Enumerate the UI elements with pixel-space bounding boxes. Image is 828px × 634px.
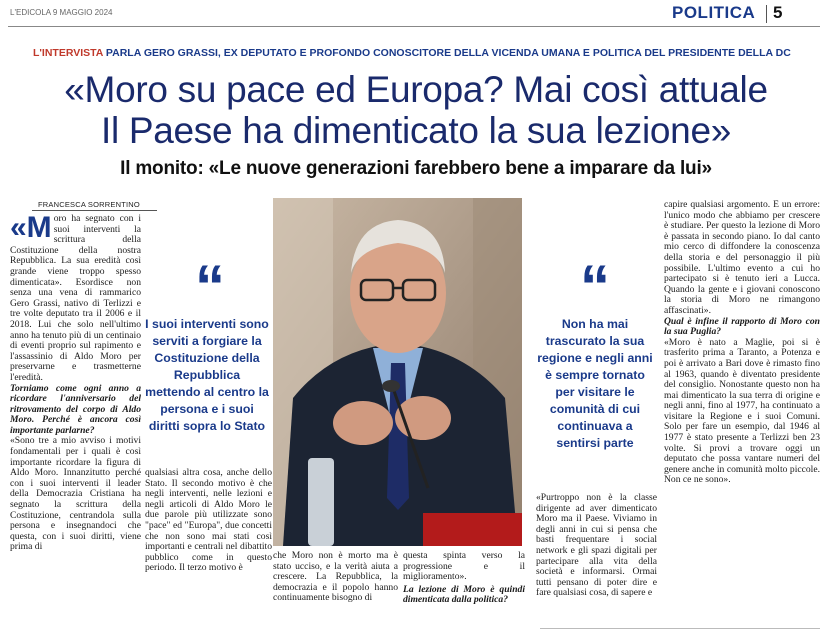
- kicker-label: L'INTERVISTA: [33, 47, 103, 59]
- pull-quote-left: I suoi interventi sono serviti a forgiare la Costituzione della Repubblica mettendo al centro la persona e i suoi diritti sopra lo Stato: [145, 317, 269, 433]
- paragraph: capire qualsiasi argomento. È un errore: l'unico modo che abbiamo per crescere è studiare. Per questo la lezione di Moro è passata in secondo piano. Io dal canto mio cerco di diffondere la conoscenza della storia e del personaggio il più possibile. L'ultimo evento a cui ho partecipato si è tenuto ieri a Lucca. Quando la gente e i giovani conoscono la storia di Moro ne rimangono affascinati».: [664, 200, 820, 316]
- header-divider: [766, 5, 767, 23]
- portrait-illustration: [273, 198, 522, 546]
- quote-mark-icon: “: [580, 253, 610, 320]
- kicker: [33, 47, 791, 59]
- section-title: POLITICA: [672, 3, 756, 22]
- bottom-rule: [540, 628, 820, 629]
- article-column-1: [10, 214, 141, 632]
- interview-question: Qual è infine il rapporto di Moro con la sua Puglia?: [664, 315, 820, 338]
- article-column-5: [536, 493, 657, 632]
- paragraph: qualsiasi altra cosa, anche dello Stato. Il secondo motivo è che negli interventi, nelle lezioni e negli articoli di Aldo Moro le due parole più utilizzate sono "pace" ed "Europa", due concetti che non sono mai stati così importanti e centrali nel dibattito pubblico come in questo periodo. Il terzo motivo è: [145, 468, 272, 574]
- article-column-3: [273, 551, 398, 632]
- drop-cap: «M: [10, 214, 52, 244]
- headline-line-2: Il Paese ha dimenticato la sua lezione»: [100, 110, 732, 151]
- article-column-4: [403, 551, 525, 632]
- paragraph: «Sono tre a mio avviso i motivi fondamentali per i quali è così importante ricordare la figura di Aldo Moro. Innanzitutto perché con i suoi interventi il leader della Democrazia Cristiana ha segnato la scrittura della Costituzione, centrandola sulla persona e insegnandoci che questa, con i suoi diritti, viene prima di: [10, 435, 141, 553]
- subheadline: Il monito: «Le nuove generazioni farebbero bene a imparare da lui»: [120, 158, 712, 179]
- paragraph: «Purtroppo non è la classe dirigente ad aver dimenticato Moro ma il Paese. Viviamo in degli anni in cui si pensa che basti frequentare i social network e gli spazi digitali per partecipare alla vita della società e informarsi. Ormai tutti pensano di poter dire e fare qualsiasi cosa, di sapere e: [536, 493, 657, 599]
- interview-question: La lezione di Moro è quindi dimenticata dalla politica?: [403, 583, 525, 606]
- interview-question: Torniamo come ogni anno a ricordare l'anniversario del ritrovamento del corpo di Aldo Moro. Perché è ancora così importante parlarne?: [10, 382, 141, 436]
- paragraph: che Moro non è morto ma è stato ucciso, e la verità aiuta a crescere. La Repubblica, la democrazia e il popolo hanno continuamente bisogno di: [273, 551, 398, 604]
- headline-line-1: «Moro su pace ed Europa? Mai così attuale: [64, 69, 768, 110]
- page-number: 5: [773, 3, 783, 22]
- header-rule: [8, 26, 820, 27]
- publication-date: L'EDICOLA 9 MAGGIO 2024: [10, 8, 113, 17]
- quote-mark-icon: “: [195, 253, 225, 320]
- paragraph: oro ha segnato con i suoi interventi la scrittura della Costituzione della nostra Repubblica. La sua eredità così grande viene troppo spesso dimenticata». Esordisce non senza una vena di rammarico Gero Grassi, nativo di Terlizzi e tre volte deputato tra il 2006 e il 2018. Lui che solo nell'ultimo anno ha tenuto più di un centinaio di eventi proprio sul rapimento e l'assassinio di Aldo Moro per preservarne e trasmetterne l'eredità.: [10, 214, 141, 383]
- article-column-6: [664, 200, 820, 628]
- pull-quote-right: Non ha mai trascurato la sua regione e negli anni è sempre tornato per visitare le comunità di cui continuava a sentirsi parte: [537, 317, 653, 450]
- paragraph: «Moro è nato a Maglie, poi si è trasferito prima a Taranto, a Potenza e poi è arrivato a Bari dove è rimasto fino al 1963, quando è diventato presidente del consiglio. Nonostante questo non ha mai dimenticato la sua terra di origine e negli anni, fino al 1977, ha continuato a visitare la Regione e i suoi Comuni. Solo per fare un esempio, dal 1946 al 1977 è stato presente a Terlizzi ben 23 volte. Si provi a trovare oggi un deputato che possa vantare numeri del genere anche in comunità molto piccole. Non ce ne sono».: [664, 336, 820, 486]
- portrait-photo: [273, 198, 522, 546]
- article-column-2: [145, 468, 272, 632]
- byline: FRANCESCA SORRENTINO: [38, 200, 140, 209]
- paragraph: questa spinta verso la progressione e il miglioramento».: [403, 551, 525, 583]
- kicker-text: PARLA GERO GRASSI, EX DEPUTATO E PROFONDO CONOSCITORE DELLA VICENDA UMANA E POLITICA DEL PRESIDENTE DELLA DC: [105, 47, 791, 59]
- byline-rule: [32, 210, 157, 211]
